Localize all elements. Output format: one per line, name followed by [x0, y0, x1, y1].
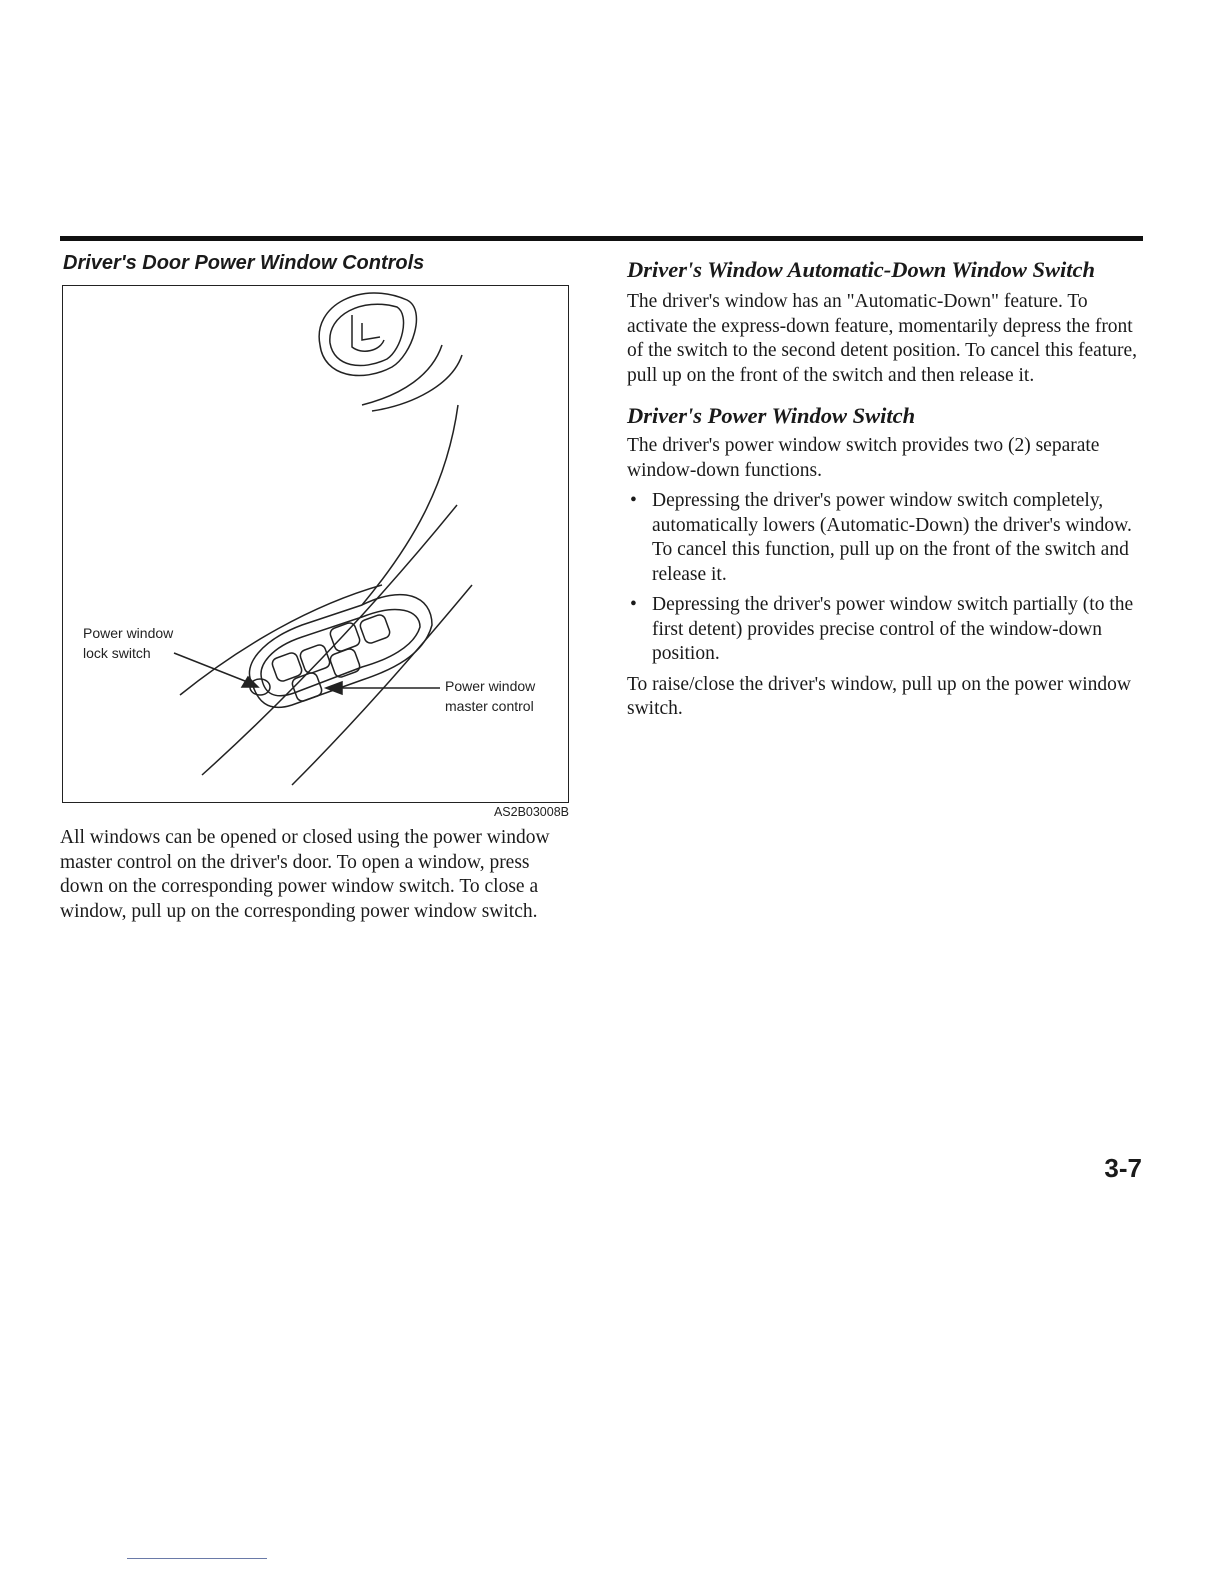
lock-callout-line-1: Power window	[83, 625, 174, 641]
figure-heading: Driver's Door Power Window Controls	[63, 252, 425, 274]
right-column	[627, 256, 1147, 722]
bullet-icon: •	[630, 490, 637, 511]
master-control-callout	[445, 676, 535, 716]
top-rule	[60, 236, 1143, 241]
master-control-paragraph: All windows can be opened or closed using the power window master control on the driver's door. To open a window, press down on the corresponding power window switch. To close a window, pull up on the corresponding power window switch.	[60, 827, 550, 922]
footer-line	[127, 1558, 267, 1559]
power-window-figure	[62, 285, 569, 819]
automatic-down-heading: Driver's Window Automatic-Down Window Switch	[627, 257, 1096, 282]
master-callout-line-1: Power window	[445, 678, 536, 694]
list-item	[627, 489, 1147, 587]
raise-window-paragraph: To raise/close the driver's window, pull up on the power window switch.	[627, 673, 1131, 719]
automatic-down-paragraph: The driver's window has an "Automatic-Down" feature. To activate the express-down feature, momentarily depress the front of the switch to the second detent position. To cancel this feature, pull up on the front of the switch and then release it.	[627, 291, 1138, 386]
bullet-icon: •	[630, 594, 637, 615]
lock-switch-callout	[83, 623, 173, 663]
figure-code: AS2B03008B	[493, 805, 569, 819]
power-window-switch-heading: Driver's Power Window Switch	[627, 403, 916, 428]
door-handle-icon	[319, 293, 416, 376]
lock-callout-line-2: lock switch	[83, 645, 151, 661]
left-column	[60, 252, 580, 275]
master-callout-line-2: master control	[445, 698, 534, 714]
bullet-text: Depressing the driver's power window switch completely, automatically lowers (Automatic-Down) the driver's window. To cancel this function, pull up on the front of the switch and release it.	[652, 490, 1132, 585]
left-paragraph-container	[60, 826, 565, 924]
window-functions-list	[627, 489, 1147, 667]
list-item	[627, 593, 1147, 667]
page-number: 3-7	[1104, 1153, 1142, 1183]
door-panel-illustration	[62, 285, 569, 803]
power-window-switch-intro: The driver's power window switch provides two (2) separate window-down functions.	[627, 435, 1100, 481]
bullet-text: Depressing the driver's power window switch partially (to the first detent) provides precise control of the window-down position.	[652, 594, 1134, 664]
